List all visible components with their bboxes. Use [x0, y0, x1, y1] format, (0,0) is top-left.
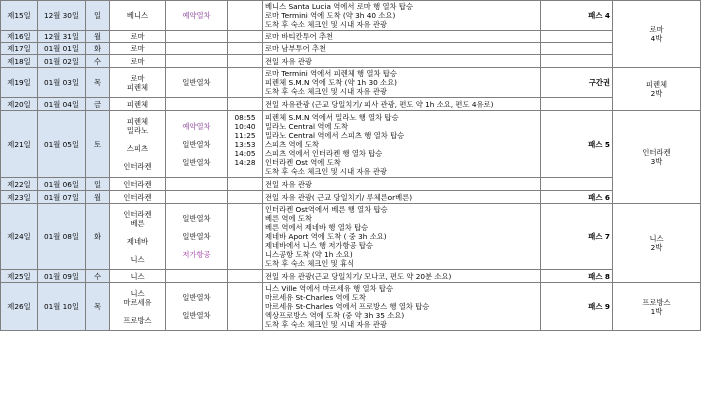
time-cell: [228, 43, 263, 55]
table-row: [1, 68, 701, 98]
day-cell: 제19일: [1, 68, 38, 98]
time-cell: [228, 270, 263, 283]
activity-line: 전일 자유 관광: [265, 179, 312, 189]
city-cell: [110, 191, 166, 204]
transport-type: 예약열차: [182, 121, 211, 131]
region-label: 프로방스: [642, 297, 671, 307]
pass-cell: 패스 5: [541, 111, 613, 178]
departure-time: 14:28: [234, 157, 256, 167]
city-cell: [110, 178, 166, 191]
table-row: [1, 283, 701, 331]
time-cell: [228, 111, 263, 178]
activity-cell: [263, 111, 541, 178]
transport-type: 일반열차: [182, 232, 211, 241]
city-cell: [110, 111, 166, 178]
transport-type: [168, 149, 225, 158]
city-name: 마르세유: [123, 297, 152, 307]
activity-line: 로마 Termini 역에 도착 (약 3h 40 소요): [265, 11, 396, 20]
region-label: 니스: [649, 234, 664, 243]
weekday-cell: 화: [86, 204, 110, 270]
date-cell: 01월 04일: [38, 98, 86, 111]
transport-cell: [166, 204, 228, 270]
time-cell: [228, 191, 263, 204]
city-name: [112, 246, 163, 255]
activity-line: 베니스 Santa Lucia 역에서 로마 행 열차 탑승: [265, 2, 414, 11]
activity-line: 도착 후 숙소 체크인 및 시내 자유 관광: [265, 87, 387, 96]
pass-cell: [541, 98, 613, 111]
city-name: 스피츠: [126, 144, 149, 153]
city-name: 인터라켄: [123, 179, 152, 189]
day-cell: 제26일: [1, 283, 38, 331]
activity-line: 니스 Ville 역에서 마르세유 행 열차 탑승: [265, 284, 394, 293]
table-row: [1, 31, 701, 43]
activity-line: 전일 자유 관광: [265, 56, 312, 66]
region-label: 로마: [649, 25, 664, 34]
activity-cell: [263, 204, 541, 270]
time-cell: [228, 204, 263, 270]
weekday-cell: 목: [86, 68, 110, 98]
day-cell: 제17일: [1, 43, 38, 55]
departure-time: [230, 167, 260, 176]
day-cell: 제15일: [1, 1, 38, 31]
activity-cell: [263, 191, 541, 204]
pass-cell: [541, 43, 613, 55]
pass-cell: [541, 31, 613, 43]
date-cell: 12월 30일: [38, 1, 86, 31]
transport-cell: [166, 98, 228, 111]
pass-cell: 패스 6: [541, 191, 613, 204]
activity-line: 도착 후 숙소 체크인 및 휴식: [265, 259, 355, 268]
city-name: 피렌체: [126, 117, 149, 126]
transport-cell: [166, 1, 228, 31]
weekday-cell: 수: [86, 55, 110, 68]
transport-cell: [166, 111, 228, 178]
activity-line: 스피츠 역에 도착: [265, 139, 319, 149]
city-name: 제네바: [126, 236, 149, 246]
transport-type: 일반열차: [182, 293, 211, 302]
activity-cell: [263, 43, 541, 55]
city-cell: [110, 55, 166, 68]
region-label: 인터라켄: [642, 148, 671, 157]
region-cell: [613, 111, 701, 204]
table-row: [1, 191, 701, 204]
transport-type: [168, 302, 225, 311]
pass-cell: 패스 4: [541, 1, 613, 31]
activity-line: 피렌체 S.M.N 역에서 밀라노 행 열차 탑승: [265, 112, 399, 122]
pass-cell: 패스 7: [541, 204, 613, 270]
transport-type: 일반열차: [182, 157, 211, 167]
city-name: 로마: [130, 56, 145, 66]
city-name: 로마: [130, 73, 145, 83]
departure-time: 13:53: [234, 139, 256, 149]
city-name: 로마: [130, 32, 145, 41]
weekday-cell: 월: [86, 31, 110, 43]
city-name: 니스: [130, 288, 145, 298]
activity-line: 마르세유 St-Charles 역에서 프로방스 행 열차 탑승: [265, 302, 430, 311]
activity-cell: [263, 68, 541, 98]
activity-line: 로마 Termini 역에서 피렌체 행 열차 탑승: [265, 69, 397, 78]
region-cell: [613, 1, 701, 68]
pass-cell: 패스 8: [541, 270, 613, 283]
city-name: 밀라노: [126, 126, 149, 135]
transport-type: 일반열차: [182, 139, 211, 149]
time-cell: [228, 55, 263, 68]
activity-line: 제네바에서 니스 행 저가항공 탑승: [265, 241, 373, 250]
departure-time: 14:05: [234, 148, 256, 158]
activity-line: 도착 후 숙소 체크인 및 시내 자유 관광: [265, 20, 387, 29]
transport-cell: [166, 31, 228, 43]
transport-cell: [166, 191, 228, 204]
transport-cell: [166, 68, 228, 98]
city-name: 니스: [130, 271, 145, 281]
transport-cell: [166, 178, 228, 191]
weekday-cell: 일: [86, 178, 110, 191]
activity-cell: [263, 31, 541, 43]
city-name: 인터라켄: [123, 192, 152, 202]
day-cell: 제24일: [1, 204, 38, 270]
time-cell: [228, 1, 263, 31]
date-cell: 01월 06일: [38, 178, 86, 191]
region-cell: [613, 204, 701, 283]
time-cell: [228, 68, 263, 98]
region-label: 1박: [650, 306, 663, 316]
weekday-cell: 토: [86, 111, 110, 178]
activity-cell: [263, 55, 541, 68]
pass-cell: 구간권: [541, 68, 613, 98]
city-name: 인터라켄: [123, 209, 152, 219]
city-name: 베른: [130, 218, 145, 228]
region-label: 2박: [650, 243, 663, 252]
transport-cell: [166, 270, 228, 283]
activity-cell: [263, 178, 541, 191]
day-cell: 제22일: [1, 178, 38, 191]
region-cell: [613, 283, 701, 331]
activity-line: 제네바 Aport 역에 도착 ( 중 3h 소요): [265, 232, 387, 241]
time-cell: [228, 178, 263, 191]
date-cell: 01월 10일: [38, 283, 86, 331]
city-name: [112, 307, 163, 316]
table-row: [1, 1, 701, 31]
time-cell: [228, 31, 263, 43]
date-cell: 01월 03일: [38, 68, 86, 98]
city-name: 로마: [130, 44, 145, 53]
activity-cell: [263, 98, 541, 111]
activity-line: 전일 자유 관광( 근교 당일치기/ 루체른or베른): [265, 192, 413, 202]
day-cell: 제25일: [1, 270, 38, 283]
region-label: 2박: [650, 89, 663, 98]
city-cell: [110, 68, 166, 98]
weekday-cell: 금: [86, 98, 110, 111]
transport-type: 예약열차: [182, 11, 211, 20]
city-cell: [110, 270, 166, 283]
transport-type: [168, 131, 225, 140]
date-cell: 01월 07일: [38, 191, 86, 204]
table-row: [1, 55, 701, 68]
city-name: [112, 153, 163, 162]
table-row: [1, 204, 701, 270]
city-name: 베니스: [126, 11, 149, 20]
day-cell: 제23일: [1, 191, 38, 204]
activity-line: 로마 남부투어 추천: [265, 44, 327, 53]
city-cell: [110, 283, 166, 331]
transport-type: 저가항공: [182, 250, 211, 259]
activity-cell: [263, 283, 541, 331]
transport-type: [168, 241, 225, 250]
time-cell: [228, 283, 263, 331]
activity-line: 엑상프로방스 역에 도착 (중 약 3h 35 소요): [265, 311, 405, 320]
date-cell: 01월 08일: [38, 204, 86, 270]
city-cell: [110, 204, 166, 270]
transport-cell: [166, 55, 228, 68]
activity-line: 전일 자유 관광(근교 당일치기/ 모나코, 편도 약 20분 소요): [265, 271, 452, 281]
city-name: 피렌체: [126, 99, 149, 109]
date-cell: 01월 05일: [38, 111, 86, 178]
weekday-cell: 목: [86, 283, 110, 331]
departure-time: 10:40: [234, 121, 256, 131]
city-name: 니스: [130, 254, 145, 264]
weekday-cell: 화: [86, 43, 110, 55]
city-name: 피렌체: [126, 82, 149, 92]
activity-cell: [263, 270, 541, 283]
activity-line: 베른 역에 도착: [265, 214, 312, 223]
city-name: [112, 228, 163, 237]
activity-line: 스피츠 역에서 인터라켄 행 열차 탑승: [265, 148, 383, 158]
time-cell: [228, 98, 263, 111]
activity-line: 인터라켄 Ost 역에 도착: [265, 157, 341, 167]
activity-line: 전일 자유관광 (근교 당일치기/ 피사 관광, 편도 약 1h 소요, 편도 4유로): [265, 99, 494, 109]
activity-line: 니스공항 도착 (약 1h 소요): [265, 250, 353, 259]
table-row: [1, 270, 701, 283]
day-cell: 제20일: [1, 98, 38, 111]
weekday-cell: 수: [86, 270, 110, 283]
departure-time: 08:55: [234, 112, 256, 122]
weekday-cell: 일: [86, 1, 110, 31]
pass-cell: [541, 55, 613, 68]
date-cell: 12월 31일: [38, 31, 86, 43]
activity-line: 밀라노 Central 역에 도착: [265, 121, 348, 131]
transport-type: 일반열차: [182, 214, 211, 223]
city-name: [112, 135, 163, 144]
region-label: 피렌체: [645, 80, 668, 89]
day-cell: 제21일: [1, 111, 38, 178]
city-name: 인터라켄: [123, 162, 152, 171]
activity-line: 인터라켄 Ost역에서 베른 행 열차 탑승: [265, 205, 388, 214]
day-cell: 제16일: [1, 31, 38, 43]
transport-cell: [166, 43, 228, 55]
activity-line: 피렌체 S.M.N 역에 도착 (약 1h 30 소요): [265, 78, 397, 87]
region-label: 3박: [650, 157, 663, 166]
activity-line: 도착 후 숙소 체크인 및 시내 자유 관광: [265, 320, 387, 329]
activity-cell: [263, 1, 541, 31]
transport-type: 일반열차: [182, 78, 211, 87]
date-cell: 01월 02일: [38, 55, 86, 68]
city-cell: [110, 43, 166, 55]
table-row: [1, 111, 701, 178]
city-cell: [110, 98, 166, 111]
pass-cell: 패스 9: [541, 283, 613, 331]
table-row: [1, 43, 701, 55]
table-row: [1, 178, 701, 191]
table-row: [1, 98, 701, 111]
city-name: 프로방스: [123, 315, 152, 325]
city-cell: [110, 31, 166, 43]
activity-line: 마르세유 St-Charles 역에 도착: [265, 293, 366, 302]
weekday-cell: 월: [86, 191, 110, 204]
transport-cell: [166, 283, 228, 331]
region-label: 4박: [650, 34, 663, 43]
pass-cell: [541, 178, 613, 191]
activity-line: 로마 바티칸투어 추천: [265, 32, 334, 41]
activity-line: 도착 후 숙소 체크인 및 시내 자유 관광: [265, 166, 387, 176]
date-cell: 01월 01일: [38, 43, 86, 55]
activity-line: 밀라노 Central 역에서 스피츠 행 열차 탑승: [265, 130, 405, 140]
city-cell: [110, 1, 166, 31]
departure-time: 11:25: [234, 130, 256, 140]
date-cell: 01월 09일: [38, 270, 86, 283]
transport-type: [168, 223, 225, 232]
activity-line: 베른 역에서 제네바 행 열차 탑승: [265, 223, 369, 232]
region-cell: [613, 68, 701, 111]
transport-type: 일반열차: [182, 311, 211, 320]
day-cell: 제18일: [1, 55, 38, 68]
